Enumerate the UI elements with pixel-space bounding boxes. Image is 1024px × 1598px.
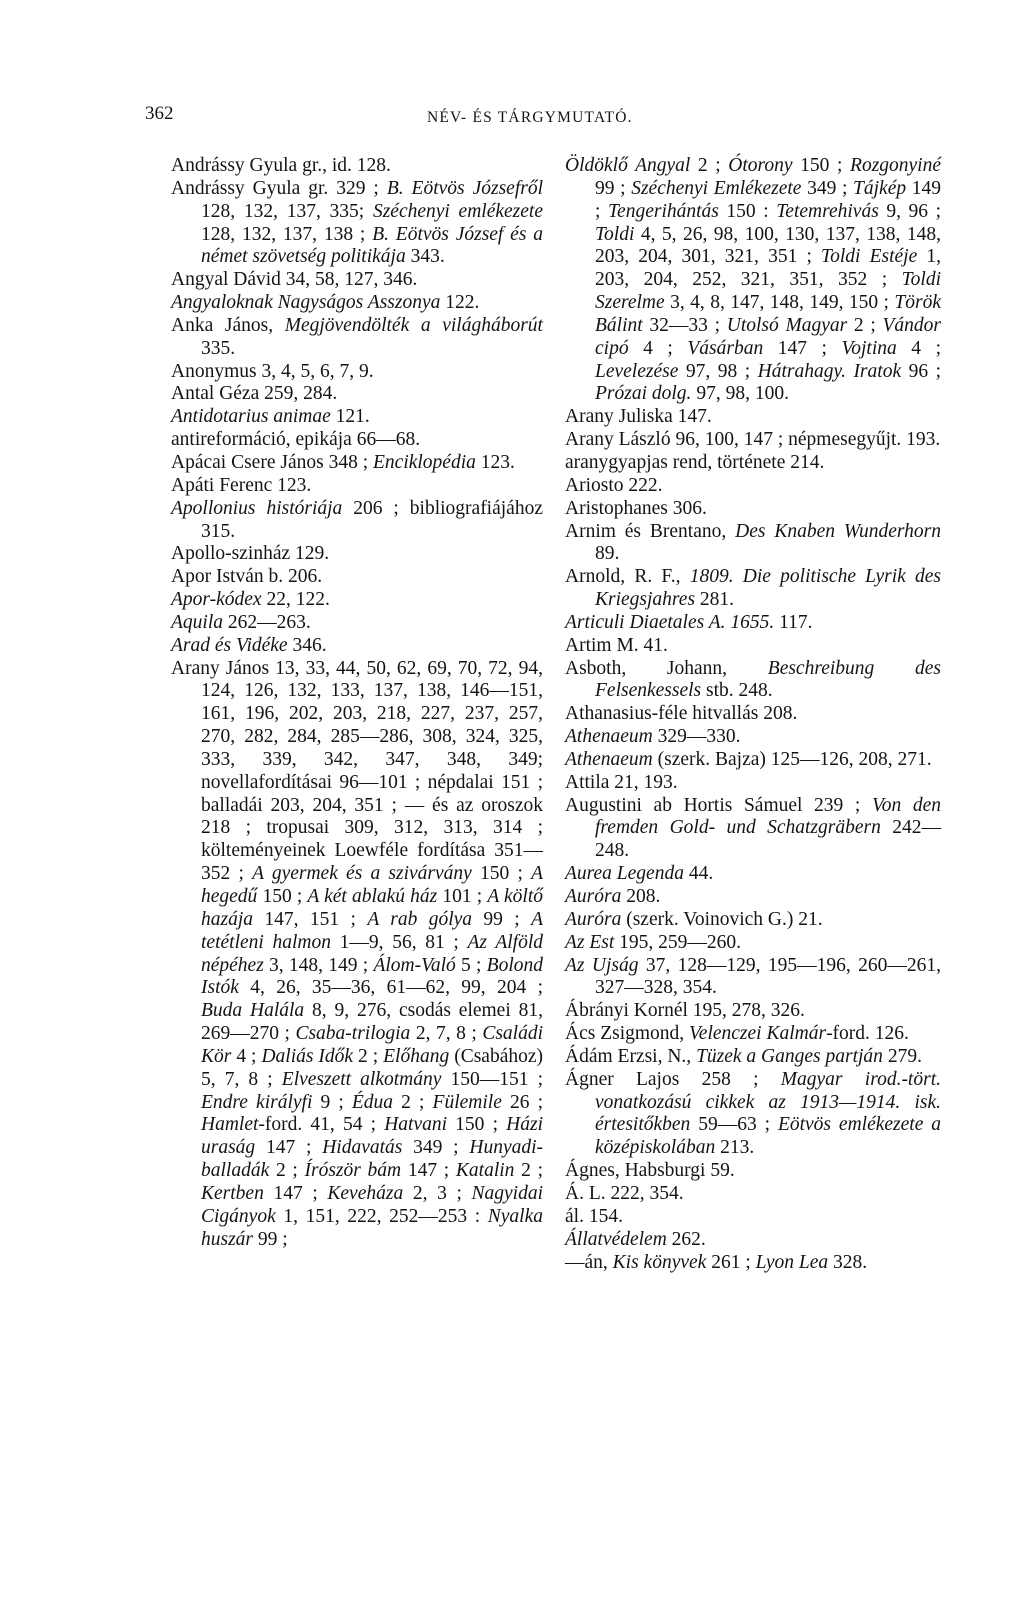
page-number: 362 xyxy=(145,103,174,124)
index-entry: Aquila 262—263. xyxy=(171,611,311,633)
index-entry: Az Est 195, 259—260. xyxy=(565,931,742,953)
index-entry: Arnim és Brentano, Des Knaben Wunderhorn 89. xyxy=(565,520,941,565)
index-entry: Andrássy Gyula gr. 329 ; B. Eötvös Józsefről 128, 132, 137, 335; Széchenyi emlékezete 128, 132, 137, 138 ; B. Eötvös József és a német szövetség politikája 343. xyxy=(171,177,544,268)
index-entry: Augustini ab Hortis Sámuel 239 ; Von den fremden Gold- und Schatzgräbern 242—248. xyxy=(565,794,942,862)
index-entry: Anonymus 3, 4, 5, 6, 7, 9. xyxy=(171,360,374,382)
index-entry: Articuli Diaetales A. 1655. 117. xyxy=(565,611,813,633)
index-entry: Ádám Erzsi, N., Tüzek a Ganges partján 279. xyxy=(565,1045,922,1067)
index-entry: Apáti Ferenc 123. xyxy=(171,474,312,496)
index-entry: —án, Kis könyvek 261 ; Lyon Lea 328. xyxy=(565,1251,868,1273)
index-entry: Arany László 96, 100, 147 ; népmesegyűjt. 193. xyxy=(565,429,941,451)
index-entry: Angyaloknak Nagyságos Asszonya 122. xyxy=(171,292,480,314)
index-entry: Antal Géza 259, 284. xyxy=(171,383,338,405)
index-entry: Arany János 13, 33, 44, 50, 62, 69, 70, 72, 94, 124, 126, 132, 133, 137, 138, 146—151, 161, 196, 202, 203, 218, 227, 237, 257, 270, 282, 284, 285—286, 308, 324, 325, 333, 339, 342, 347, 348, 349; novellafordításai 96—101 ; népdalai 151 ; balladái 203, 204, 351 ; — és az oroszok 218 ; tropusai 309, 312, 313, 314 ; költeményeinek Loewféle fordítása 351—352 ; A gyermek és a szivárvány 150 ; A hegedű 150 ; A két ablakú ház 101 ; A költő hazája 147, 151 ; A rab gólya 99 ; A tetétleni halmon 1—9, 56, 81 ; Az Alföld népéhez 3, 148, 149 ; Álom-Való 5 ; Bolond Istók 4, 26, 35—36, 61—62, 99, 204 ; Buda Halála 8, 9, 276, csodás elemei 81, 269—270 ; Csaba-trilogia 2, 7, 8 ; Családi Kör 4 ; Daliás Idők 2 ; Előhang (Csabához) 5, 7, 8 ; Elveszett alkotmány 150—151 ; Endre királyfi 9 ; Édua 2 ; Fülemile 26 ; Hamlet-ford. 41, 54 ; Hatvani 150 ; Házi uraság 147 ; Hidavatás 349 ; Hunyadi-balladák 2 ; Íróször bám 147 ; Katalin 2 ; Kertben 147 ; Keveháza 2, 3 ; Nagyidai Cigányok 1, 151, 222, 252—253 : Nyalka huszár 99 ; xyxy=(171,657,544,1250)
index-entry: Apollo-szinház 129. xyxy=(171,543,330,565)
index-entry: Aurea Legenda 44. xyxy=(565,863,714,885)
index-entry: Arnold, R. F., 1809. Die politische Lyrik des Kriegsjahres 281. xyxy=(565,566,941,611)
index-entry: Ágnes, Habsburgi 59. xyxy=(565,1160,735,1182)
index-entry: Angyal Dávid 34, 58, 127, 346. xyxy=(171,269,418,291)
index-entry: ál. 154. xyxy=(565,1205,623,1227)
index-entry: Auróra (szerk. Voinovich G.) 21. xyxy=(565,908,823,930)
index-entry: Anka János, Megjövendölték a világháborút 335. xyxy=(171,314,543,359)
index-entry: Antidotarius animae 121. xyxy=(171,406,370,428)
index-entry: Ágner Lajos 258 ; Magyar irod.-tört. vonatkozású cikkek az 1913—1914. isk. értesitőkben 59—63 ; Eötvös emlékezete a középiskolában 213. xyxy=(565,1068,941,1159)
index-entry: Artim M. 41. xyxy=(565,634,668,656)
index-entry: Arany Juliska 147. xyxy=(565,406,712,428)
index-entry: Asboth, Johann, Beschreibung des Felsenkessels stb. 248. xyxy=(565,657,941,702)
index-entry: Attila 21, 193. xyxy=(565,771,678,793)
index-entry: Apollonius históriája 206 ; bibliografiájához 315. xyxy=(171,497,543,542)
index-entry: Á. L. 222, 354. xyxy=(565,1182,684,1204)
index-entry: antireformáció, epikája 66—68. xyxy=(171,429,421,451)
page-header xyxy=(0,103,1024,129)
index-entry: aranygyapjas rend, története 214. xyxy=(565,451,825,473)
index-entry: Andrássy Gyula gr., id. 128. xyxy=(171,155,391,176)
index-entry: Arad és Vidéke 346. xyxy=(171,634,327,656)
index-entry: Aristophanes 306. xyxy=(565,497,707,519)
running-head: NÉV- ÉS TÁRGYMUTATÓ. xyxy=(427,109,633,126)
index-column-left xyxy=(171,155,543,1252)
index-entry: Ariosto 222. xyxy=(565,474,663,496)
index-entry: Az Ujság 37, 128—129, 195—196, 260—261, 327—328, 354. xyxy=(565,954,942,999)
index-entry: Apácai Csere János 348 ; Enciklopédia 123. xyxy=(171,451,515,473)
index-entry: Apor-kódex 22, 122. xyxy=(171,589,330,611)
index-entry: Athenaeum 329—330. xyxy=(565,726,741,748)
index-entry: Állatvédelem 262. xyxy=(565,1228,706,1250)
index-entry: Auróra 208. xyxy=(565,886,661,907)
index-entry: Athanasius-féle hitvallás 208. xyxy=(565,703,798,725)
index-entry: Ábrányi Kornél 195, 278, 326. xyxy=(565,1000,805,1022)
index-entry: Athenaeum (szerk. Bajza) 125—126, 208, 271. xyxy=(565,748,932,770)
index-entry: Ács Zsigmond, Velenczei Kalmár-ford. 126. xyxy=(565,1023,909,1045)
index-entry: Apor István b. 206. xyxy=(171,566,323,588)
index-column-right xyxy=(565,155,941,1274)
index-entry: Öldöklő Angyal 2 ; Ótorony 150 ; Rozgonyiné 99 ; Széchenyi Emlékezete 349 ; Tájkép 149 ; Tengerihántás 150 : Tetemrehivás 9, 96 ; Toldi 4, 5, 26, 98, 100, 130, 137, 138, 148, 203, 204, 301, 321, 351 ; Toldi Estéje 1, 203, 204, 252, 321, 351, 352 ; Toldi Szerelme 3, 4, 8, 147, 148, 149, 150 ; Török Bálint 32—33 ; Utolsó Magyar 2 ; Vándor cipó 4 ; Vásárban 147 ; Vojtina 4 ; Levelezése 97, 98 ; Hátrahagy. Iratok 96 ; Prózai dolg. 97, 98, 100. xyxy=(565,155,942,405)
